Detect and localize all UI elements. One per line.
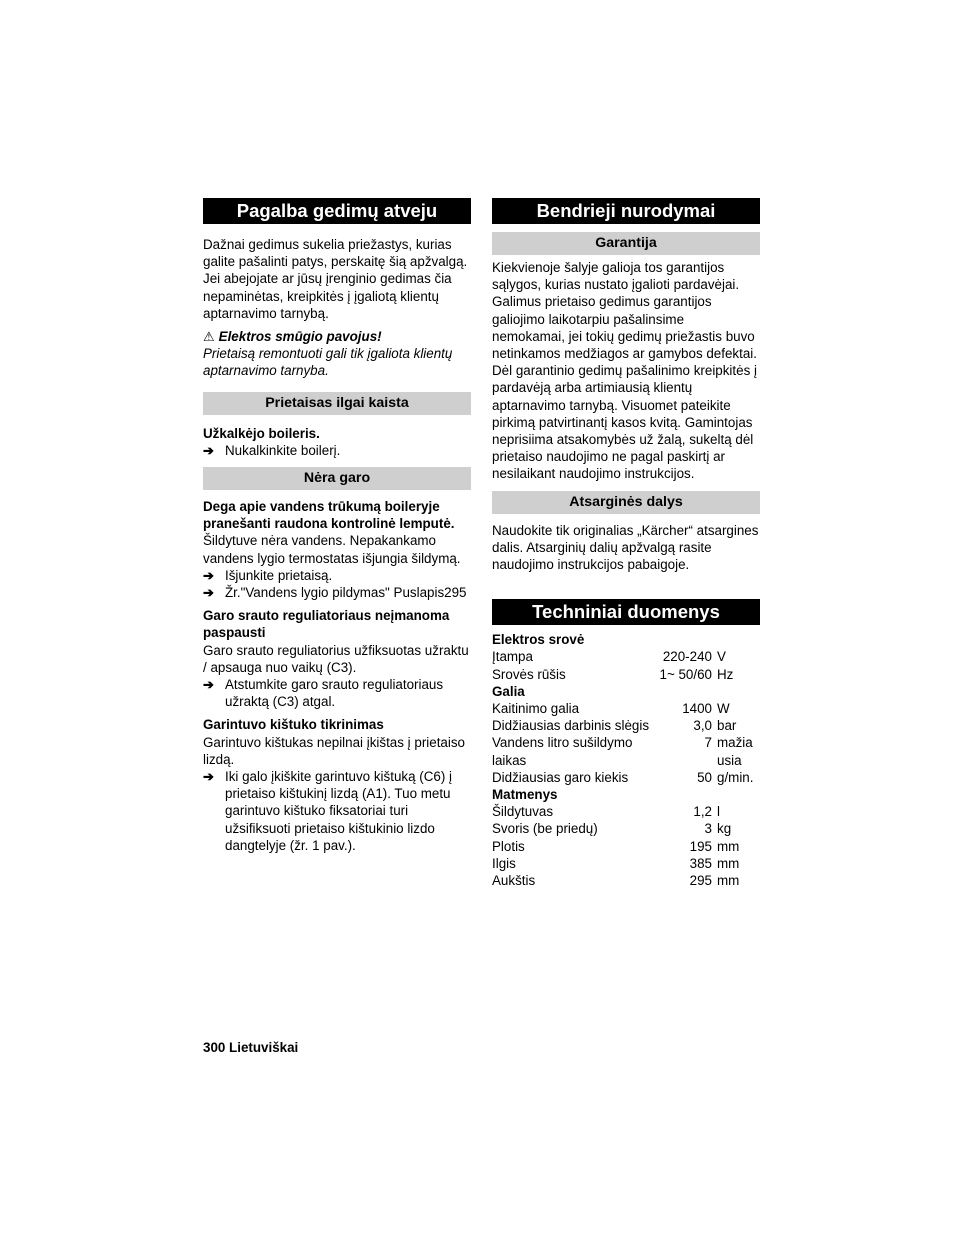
step-item: ➔ Žr."Vandens lygio pildymas" Puslapis295	[203, 585, 467, 601]
section-title-troubleshooting: Pagalba gedimų atveju	[203, 198, 471, 224]
spec-group-electricity: Elektros srovė	[492, 632, 585, 648]
arrow-right-icon: ➔	[203, 585, 214, 601]
fault-heading-regulator: Garo srauto reguliatoriaus neįmanoma paspausti	[203, 608, 450, 641]
warning-text: Prietaisą remontuoti gali tik įgaliota klientų aptarnavimo tarnyba.	[203, 346, 453, 379]
section-title-tech-data: Techniniai duomenys	[492, 599, 760, 625]
fault-text-no-water: Šildytuve nėra vandens. Nepakankamo vandens lygio termostatas išjungia šildymą.	[203, 533, 461, 566]
section-title-general: Bendrieji nurodymai	[492, 198, 760, 224]
spec-row-steam-output: Didžiausias garo kiekis 50 g/min.	[492, 769, 754, 785]
subsection-title-heats-long: Prietaisas ilgai kaista	[203, 392, 471, 415]
warning-title: Elektros smūgio pavojus!	[218, 329, 382, 345]
tech-data-table	[492, 631, 760, 889]
subsection-title-no-steam: Nėra garo	[203, 467, 471, 490]
spare-parts-text: Naudokite tik originalias „Kärcher“ atsargines dalis. Atsarginių dalių apžvalgą rasite naudojimo instrukcijos pabaigoje.	[492, 522, 759, 573]
fault-heading-red-lamp: Dega apie vandens trūkumą boileryje pranešanti raudona kontrolinė lemputė.	[203, 499, 455, 532]
step-item: ➔ Išjunkite prietaisą.	[203, 567, 333, 583]
step-item: ➔ Nukalkinkite boilerį.	[203, 442, 341, 458]
spec-group-power: Galia	[492, 683, 525, 699]
fault-heading-boiler: Užkalkėjo boileris.	[203, 425, 320, 441]
guarantee-text: Kiekvienoje šalyje galioja tos garantijos sąlygos, kurias nustato įgalioti pardavėjai. Galimus prietaiso gedimus garantijos galiojimo laikotarpiu pašalinsime nemokamai, jei tokių gedimų priežastis buvo netinkamos medžiagos ar gamybos defektai. Dėl garantinio gedimų pašalinimo kreipkitės į pardavėją arba artimiausią klientų aptarnavimo tarnybą. Visuomet pateikite pirkimą patvirtinantį kasos kvitą. Gamintojas neprisiima atsakomybės už žalą, sukeltą dėl prietaiso naudojimo ne pagal paskirtį ar nesilaikant naudojimo instrukcijos.	[492, 260, 757, 482]
arrow-right-icon: ➔	[203, 677, 214, 693]
spec-row-width: Plotis 195 mm	[492, 838, 740, 854]
spec-row-current-type: Srovės rūšis 1~ 50/60 Hz	[492, 666, 734, 682]
fault-text-regulator: Garo srauto reguliatorius užfiksuotas užraktu / apsauga nuo vaikų (C3).	[203, 642, 469, 675]
warning-triangle-icon: ⚠	[203, 329, 215, 345]
right-column	[492, 198, 760, 889]
warning-heading	[203, 328, 471, 345]
spec-row-heatup-time: Vandens litro sušildymo laikas 7 mažia usia	[492, 735, 753, 768]
spec-row-heater: Šildytuvas 1,2 l	[492, 804, 720, 820]
left-column	[203, 198, 471, 854]
subsection-title-spare-parts: Atsarginės dalys	[492, 491, 760, 514]
arrow-right-icon: ➔	[203, 769, 214, 785]
subsection-title-guarantee: Garantija	[492, 232, 760, 255]
fault-text-plug: Garintuvo kištukas nepilnai įkištas į prietaiso lizdą.	[203, 734, 465, 767]
arrow-right-icon: ➔	[203, 567, 214, 583]
spec-row-height: Aukštis 295 mm	[492, 873, 740, 889]
fault-heading-plug: Garintuvo kištuko tikrinimas	[203, 717, 384, 733]
spec-row-pressure: Didžiausias darbinis slėgis 3,0 bar	[492, 718, 737, 734]
spec-row-weight: Svoris (be priedų) 3 kg	[492, 821, 732, 837]
spec-row-heating-power: Kaitinimo galia 1400 W	[492, 701, 730, 717]
arrow-right-icon: ➔	[203, 442, 214, 458]
intro-text: Dažnai gedimus sukelia priežastys, kurias galite pašalinti patys, perskaitę šią apžvalgą. Jei abejojate ar jūsų įrenginio gedimas čia nepaminėtas, kreipkitės į įgaliotą klientų aptarnavimo tarnybą.	[203, 237, 468, 321]
spec-row-voltage: Įtampa 220-240 V	[492, 649, 726, 665]
page-footer: 300 Lietuviškai	[203, 1040, 299, 1055]
step-item: ➔ Iki galo įkiškite garintuvo kištuką (C6) į prietaiso kištukinį lizdą (A1). Tuo metu garintuvo kištuko fiksatoriai turi užsifiksuoti prietaiso kištukinio lizdo dangtelyje (žr. 1 pav.).	[203, 769, 452, 853]
step-item: ➔ Atstumkite garo srauto reguliatoriaus užraktą (C3) atgal.	[203, 677, 444, 710]
spec-row-length: Ilgis 385 mm	[492, 855, 740, 871]
spec-group-dimensions: Matmenys	[492, 787, 558, 803]
